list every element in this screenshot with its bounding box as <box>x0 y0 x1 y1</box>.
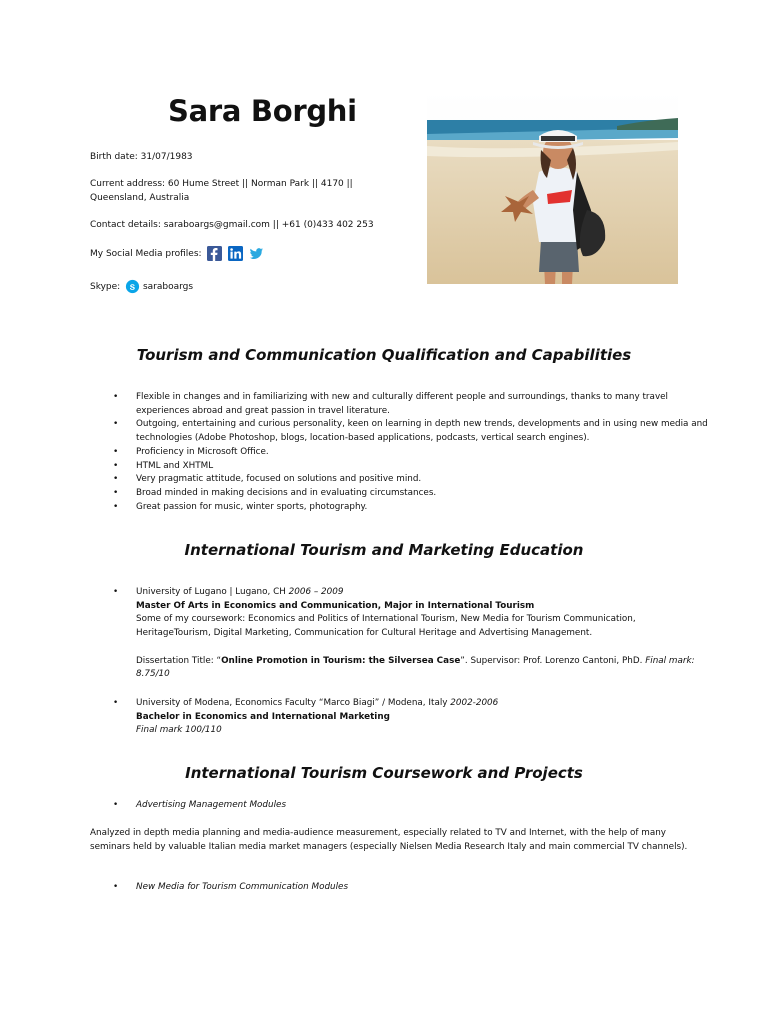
bullet: • <box>113 800 119 810</box>
list-item: • HTML and XHTML <box>108 460 708 474</box>
contact-details: Contact details: saraboargs@gmail.com || +61 (0)433 402 253 <box>90 220 374 230</box>
coursework-heading: International Tourism Coursework and Projects <box>185 764 583 782</box>
candidate-name: Sara Borghi <box>168 94 357 128</box>
skype-label: Skype: <box>90 282 121 292</box>
school-name: University of Modena, Economics Faculty “Marco Biagi” / Modena, Italy <box>136 698 448 708</box>
school-years: 2006 – 2009 <box>288 587 344 597</box>
list-item: • Flexible in changes and in familiarizing with new and culturally different people and surroundings, thanks to many travel experiences abroad and great passion in travel literature. <box>108 391 708 418</box>
address-line-2: Queensland, Australia <box>90 193 190 203</box>
dissertation-prefix: Dissertation Title: “ <box>136 655 222 666</box>
education-entry-modena <box>108 697 708 738</box>
coursework-item-advertising <box>108 799 708 813</box>
qualifications-list <box>108 391 708 514</box>
qualifications-heading: Tourism and Communication Qualification and Capabilities <box>136 346 632 364</box>
bullet: • <box>113 882 119 892</box>
coursework: Some of my coursework: Economics and Politics of International Tourism, New Media for Tourism Communication, HeritageTourism, Digital Marketing, Communication for Cultural Heritage and Advertising Management. <box>136 614 636 639</box>
skype-icon[interactable] <box>125 279 140 294</box>
address-line-1: Current address: 60 Hume Street || Norman Park || 4170 || <box>90 179 353 189</box>
list-item: • Outgoing, entertaining and curious personality, keen on learning in depth new trends, developments and in using new media and technologies (Adobe Photoshop, blogs, location-based applications, podcasts, vertical search engines). <box>108 418 708 445</box>
profile-photo <box>427 90 678 284</box>
degree-title: Bachelor in Economics and International Marketing <box>136 711 390 722</box>
coursework-description: Analyzed in depth media planning and media-audience measurement, especially related to TV and Internet, with the help of many seminars held by valuable Italian media market managers (especially Nielsen Media Research Italy and main commercial TV channels). <box>90 828 688 852</box>
bullet: • <box>113 587 119 597</box>
linkedin-icon[interactable] <box>228 246 243 261</box>
bullet: • <box>113 698 119 708</box>
school-name: University of Lugano | Lugano, CH <box>136 587 286 597</box>
facebook-icon[interactable] <box>207 246 222 261</box>
birth-date: Birth date: 31/07/1983 <box>90 152 193 162</box>
list-item: • Proficiency in Microsoft Office. <box>108 446 708 460</box>
final-mark: Final mark 100/110 <box>136 725 222 736</box>
dissertation-title: Online Promotion in Tourism: the Silversea Case <box>221 655 461 666</box>
list-item: • Great passion for music, winter sports, photography. <box>108 501 708 515</box>
social-label: My Social Media profiles: <box>90 249 202 259</box>
social-profiles <box>90 246 264 261</box>
degree-title: Master Of Arts in Economics and Communication, Major in International Tourism <box>136 600 535 611</box>
school-years: 2002-2006 <box>450 698 499 708</box>
module-title: New Media for Tourism Communication Modules <box>136 882 349 892</box>
skype-username: saraboargs <box>142 282 194 292</box>
dissertation-suffix: ”. Supervisor: Prof. Lorenzo Cantoni, PhD. <box>460 655 643 666</box>
beach-portrait-image <box>427 90 678 284</box>
list-item: • Very pragmatic attitude, focused on solutions and positive mind. <box>108 473 708 487</box>
skype-row <box>90 279 193 294</box>
final-mark: Final mark: 8.75/10 <box>136 655 695 680</box>
education-heading: International Tourism and Marketing Education <box>184 541 584 559</box>
coursework-item-new-media <box>108 881 708 895</box>
education-entry-lugano <box>108 586 708 682</box>
twitter-icon[interactable] <box>249 246 264 261</box>
list-item: • Broad minded in making decisions and in evaluating circumstances. <box>108 487 708 501</box>
module-title: Advertising Management Modules <box>136 800 287 810</box>
